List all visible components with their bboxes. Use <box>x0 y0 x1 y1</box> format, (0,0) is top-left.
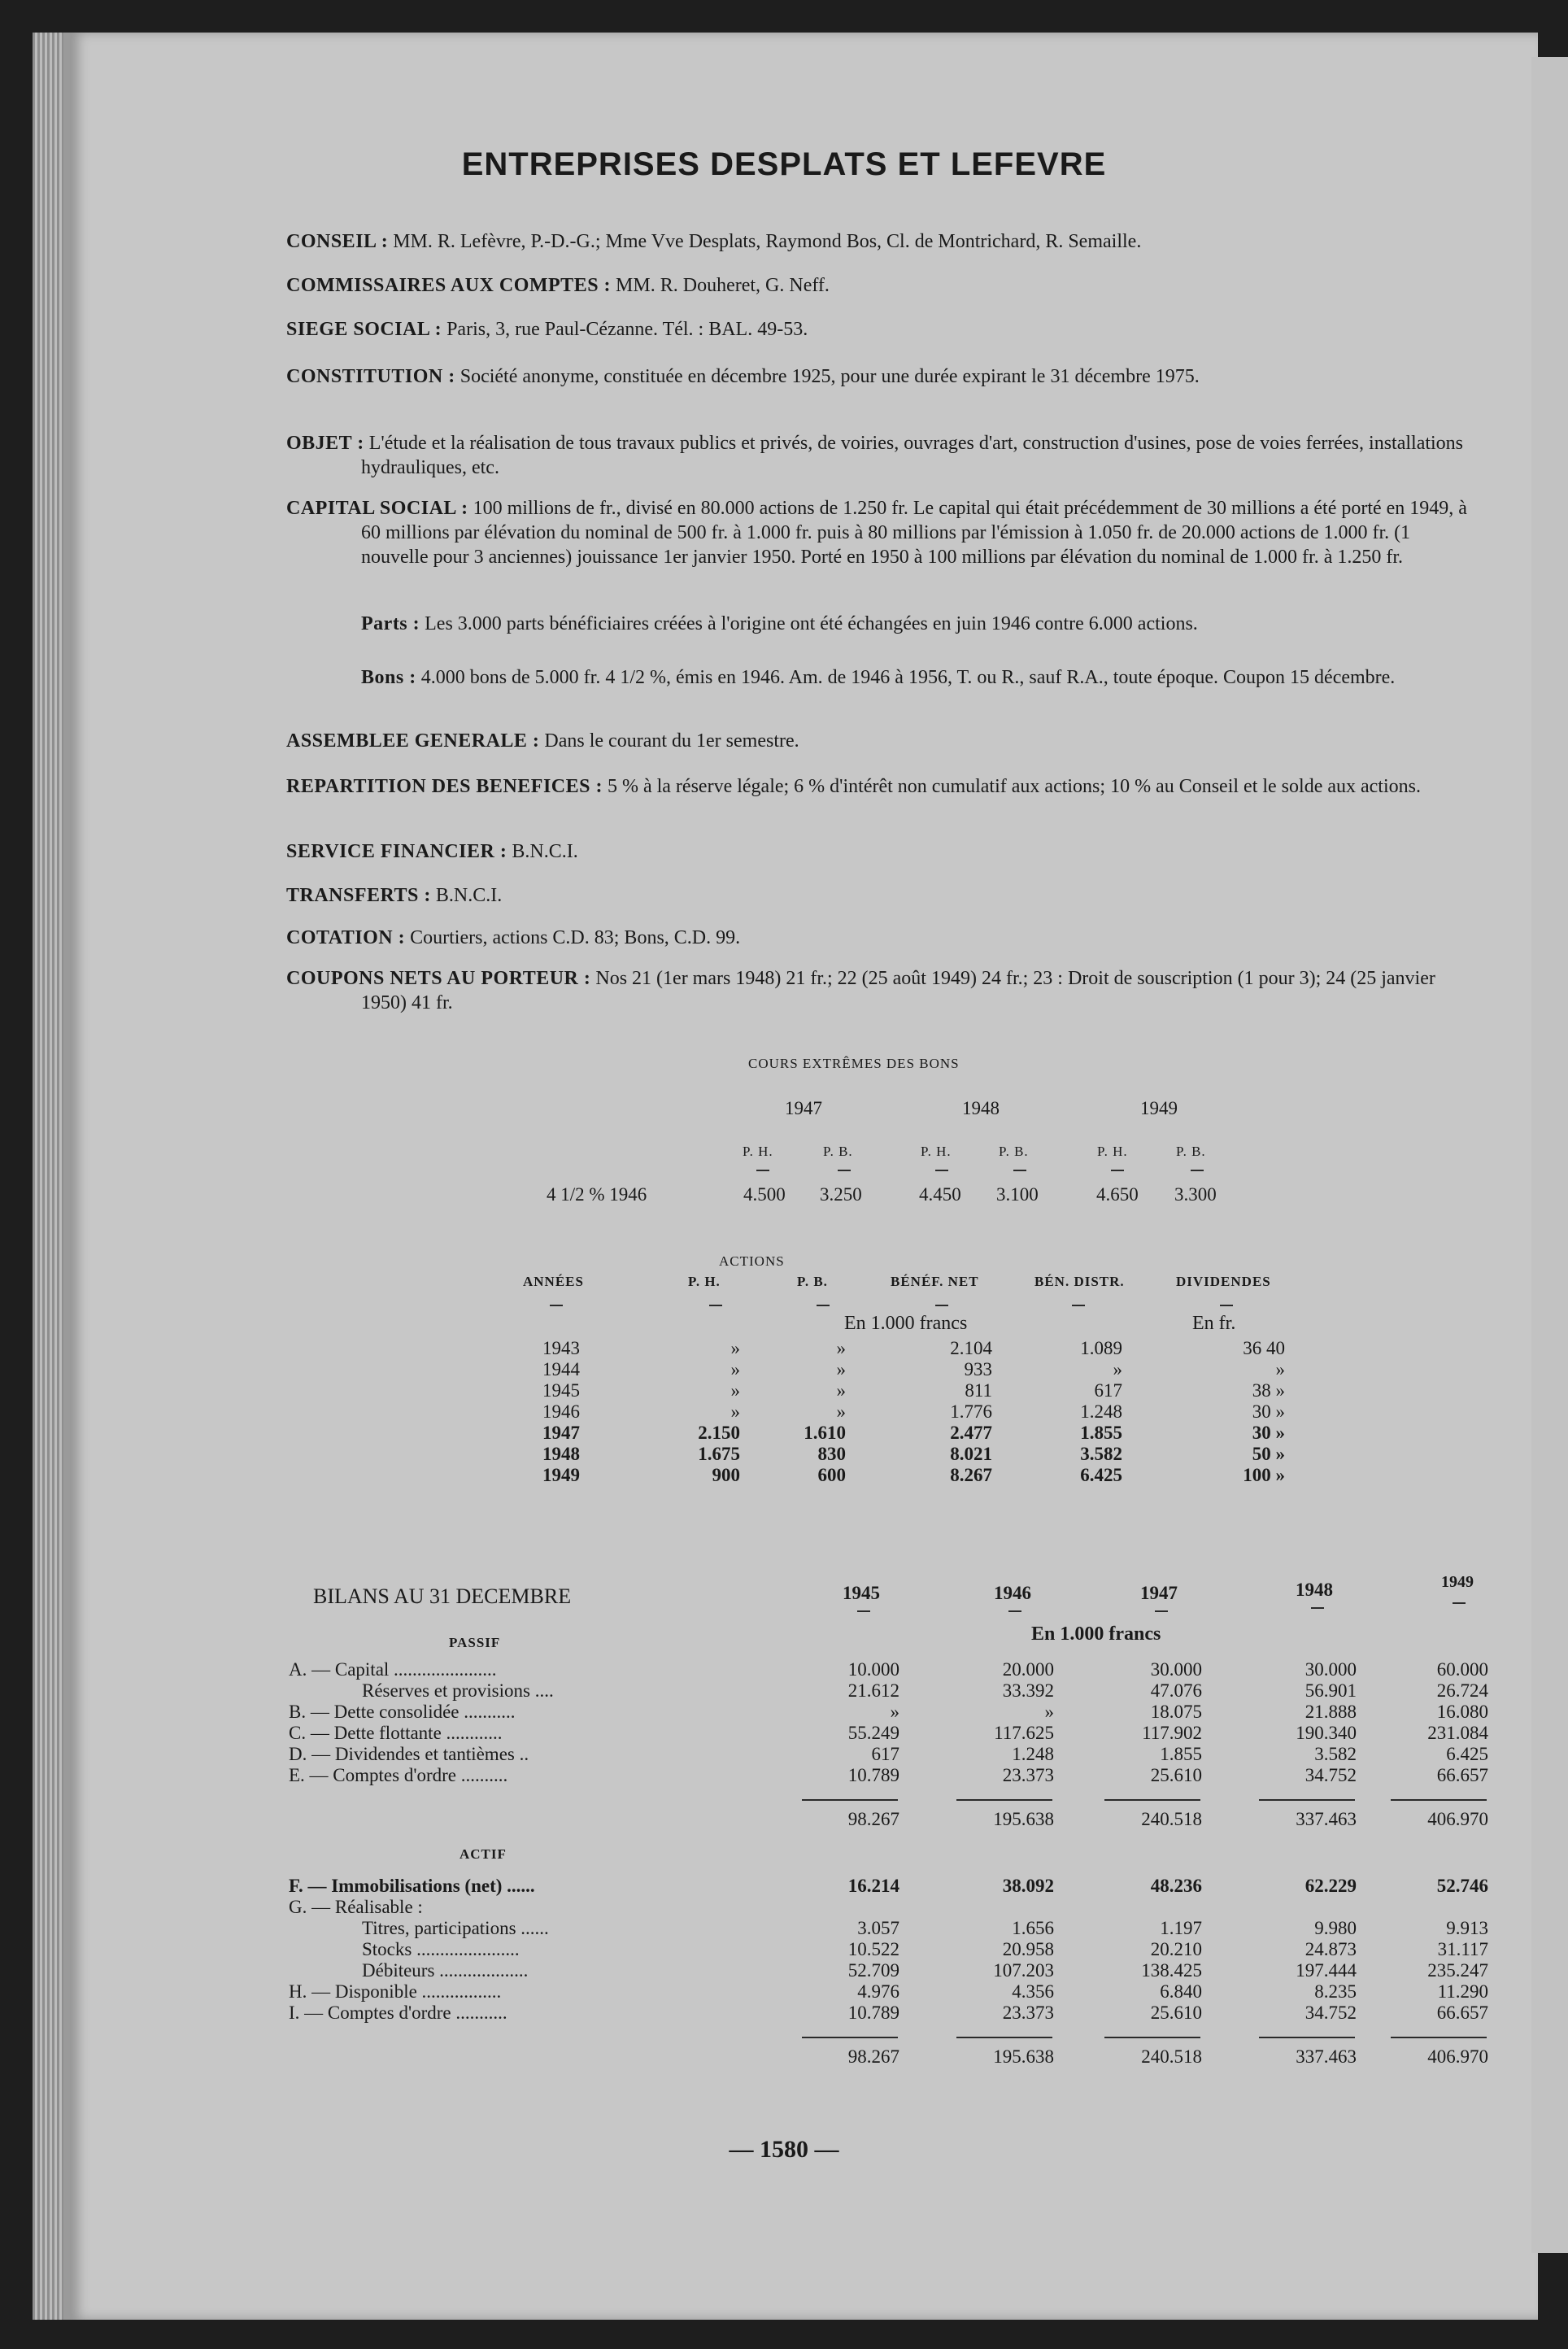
bilans-cell: 117.625 <box>994 1723 1054 1743</box>
bilans-cell: 24.873 <box>1304 1939 1357 1959</box>
bons-ph-1948: P. H. <box>921 1144 952 1159</box>
actions-cell: 1.675 <box>698 1444 740 1464</box>
book-spine-edges <box>33 33 63 2320</box>
bilans-total: 98.267 <box>847 1809 899 1829</box>
actions-cell: 600 <box>817 1465 846 1485</box>
actions-cell: 1.610 <box>804 1423 846 1443</box>
bilans-cell: 31.117 <box>1437 1939 1488 1959</box>
bilans-cell: 138.425 <box>1141 1960 1202 1981</box>
actions-row-year: 1947 <box>542 1423 580 1443</box>
bons-value: 3.100 <box>996 1184 1039 1205</box>
bilans-cell: 3.582 <box>1314 1744 1357 1764</box>
para-commissaires: COMMISSAIRES AUX COMPTES : MM. R. Douheret, G. Neff. <box>286 275 830 296</box>
para-transferts: TRANSFERTS : B.N.C.I. <box>286 885 503 906</box>
bilans-cell: 231.084 <box>1427 1723 1488 1743</box>
bilans-total: 240.518 <box>1141 2046 1202 2067</box>
bilans-total: 337.463 <box>1296 2046 1357 2067</box>
bilans-cell: 1.197 <box>1160 1918 1202 1938</box>
bilans-cell: 3.057 <box>857 1918 899 1938</box>
actions-header-pb: P. B. <box>797 1274 828 1289</box>
actions-table-title: ACTIONS <box>719 1253 785 1269</box>
actions-cell: 1.248 <box>1080 1401 1122 1422</box>
total-rule <box>1104 2037 1200 2038</box>
bons-year-1949: 1949 <box>1140 1098 1178 1118</box>
actions-cell: 811 <box>965 1380 992 1401</box>
bilans-year: 1945 <box>843 1583 880 1603</box>
para-cotation: COTATION : Courtiers, actions C.D. 83; Bons, C.D. 99. <box>286 927 741 948</box>
bilans-cell: » <box>890 1702 899 1722</box>
bons-year-1948: 1948 <box>962 1098 1000 1118</box>
bilans-cell: 34.752 <box>1304 1765 1357 1785</box>
actions-cell: 1.776 <box>950 1401 992 1422</box>
bilans-row-label: G. — Réalisable : <box>289 1897 423 1917</box>
bilans-cell: 21.612 <box>847 1680 899 1701</box>
bilans-cell: 23.373 <box>1002 2003 1054 2023</box>
actions-cell: 100 » <box>1243 1465 1285 1485</box>
bilans-row-label: Titres, participations ...... <box>362 1918 549 1938</box>
bilans-cell: 33.392 <box>1002 1680 1054 1701</box>
bilans-cell: 23.373 <box>1002 1765 1054 1785</box>
bilans-row-label: F. — Immobilisations (net) ...... <box>289 1876 535 1896</box>
total-rule <box>802 1799 898 1801</box>
actions-cell: 8.021 <box>950 1444 992 1464</box>
bilans-total: 406.970 <box>1427 1809 1488 1829</box>
para-capital-social: CAPITAL SOCIAL : 100 millions de fr., divisé en 80.000 actions de 1.250 fr. Le capital qui était précédemment de 30 millions a été porté en 1949, à 60 millions par élévation du nominal de 500 fr. à 1.000 fr. puis à 80 millions par l'émission à 1.050 fr. de 20.000 actions de 1.000 fr. (1 nouvelle pour 3 anciennes) jouissance 1er janvier 1950. Porté en 1950 à 100 millions par élévation du nominal de 1.000 fr. à 1.250 fr. <box>286 498 1467 568</box>
page-number: — 1580 — <box>729 2136 839 2163</box>
total-rule <box>1391 1799 1487 1801</box>
bilans-unit: En 1.000 francs <box>1031 1623 1161 1645</box>
bons-pb-1947: P. B. <box>823 1144 853 1159</box>
para-objet: OBJET : L'étude et la réalisation de tous travaux publics et privés, de voiries, ouvrages d'art, construction d'usines, pose de voies ferrées, installations hydrauliques, etc. <box>286 433 1464 478</box>
bilans-cell: 10.789 <box>847 2003 899 2023</box>
bilans-cell: 47.076 <box>1150 1680 1202 1701</box>
bons-value: 3.300 <box>1174 1184 1217 1205</box>
bilans-cell: 52.709 <box>847 1960 899 1981</box>
total-rule <box>1259 1799 1355 1801</box>
actions-cell: 36 40 <box>1243 1338 1285 1358</box>
actions-cell: 30 » <box>1252 1401 1285 1422</box>
bilans-total: 337.463 <box>1296 1809 1357 1829</box>
bilans-cell: 197.444 <box>1296 1960 1357 1981</box>
para-parts: Parts : Les 3.000 parts bénéficiaires créées à l'origine ont été échangées en juin 1946 contre 6.000 actions. <box>361 613 1198 634</box>
actions-cell: 933 <box>964 1359 992 1379</box>
bilans-row-label: C. — Dette flottante ............ <box>289 1723 503 1743</box>
bilans-cell: 26.724 <box>1436 1680 1488 1701</box>
bilans-row-label: I. — Comptes d'ordre ........... <box>289 2003 507 2023</box>
actions-cell: » <box>730 1380 740 1401</box>
bilans-year: 1949 <box>1441 1573 1474 1591</box>
bilans-cell: 48.236 <box>1150 1876 1202 1896</box>
actions-header-ph: P. H. <box>688 1274 721 1289</box>
bilans-row-label: Réserves et provisions .... <box>362 1680 554 1701</box>
actions-row-year: 1946 <box>542 1401 580 1422</box>
bilans-cell: 6.425 <box>1446 1744 1488 1764</box>
actions-cell: » <box>836 1401 846 1422</box>
actions-cell: 830 <box>817 1444 846 1464</box>
bilans-cell: 62.229 <box>1304 1876 1357 1896</box>
bilans-cell: 1.855 <box>1160 1744 1202 1764</box>
para-repartition: REPARTITION DES BENEFICES : 5 % à la réserve légale; 6 % d'intérêt non cumulatif aux actions; 10 % au Conseil et le solde aux actions. <box>286 776 1421 797</box>
bilans-year: 1948 <box>1296 1580 1333 1600</box>
actions-cell: 38 » <box>1252 1380 1285 1401</box>
bilans-cell: 11.290 <box>1437 1981 1488 2002</box>
bilans-cell: 9.913 <box>1446 1918 1488 1938</box>
actions-cell: 1.855 <box>1080 1423 1122 1443</box>
actions-header-ben-distr: BÉN. DISTR. <box>1034 1274 1125 1289</box>
actions-cell: 50 » <box>1252 1444 1285 1464</box>
bilans-cell: » <box>1044 1702 1054 1722</box>
bilans-cell: 20.210 <box>1150 1939 1202 1959</box>
bons-ph-1949: P. H. <box>1097 1144 1128 1159</box>
bilans-cell: 10.789 <box>847 1765 899 1785</box>
bilans-cell: 66.657 <box>1436 2003 1488 2023</box>
bilans-cell: 9.980 <box>1314 1918 1357 1938</box>
bilans-cell: 190.340 <box>1296 1723 1357 1743</box>
bilans-cell: 55.249 <box>847 1723 899 1743</box>
actions-row-year: 1949 <box>542 1465 580 1485</box>
bilans-cell: 20.958 <box>1002 1939 1054 1959</box>
para-coupons-nets: COUPONS NETS AU PORTEUR : Nos 21 (1er mars 1948) 21 fr.; 22 (25 août 1949) 24 fr.; 23 : Droit de souscription (1 pour 3); 24 (25 janvier 1950) 41 fr. <box>286 968 1435 1013</box>
actions-cell: 617 <box>1094 1380 1122 1401</box>
actions-header-benef-net: BÉNÉF. NET <box>891 1274 979 1289</box>
bilans-cell: 10.522 <box>847 1939 899 1959</box>
bilans-cell: 25.610 <box>1150 1765 1202 1785</box>
actions-header-dividendes: DIVIDENDES <box>1176 1274 1271 1289</box>
actions-cell: 8.267 <box>950 1465 992 1485</box>
bilans-row-label: Stocks ...................... <box>362 1939 520 1959</box>
actions-header-annees: ANNÉES <box>523 1274 584 1289</box>
bons-value: 4.450 <box>919 1184 961 1205</box>
bilans-cell: 10.000 <box>847 1659 899 1680</box>
bons-pb-1949: P. B. <box>1176 1144 1206 1159</box>
bilans-cell: 56.901 <box>1304 1680 1357 1701</box>
para-siege-social: SIEGE SOCIAL : Paris, 3, rue Paul-Cézanne. Tél. : BAL. 49-53. <box>286 319 808 340</box>
bons-value: 3.250 <box>820 1184 862 1205</box>
actions-cell: 1.089 <box>1080 1338 1122 1358</box>
bilans-cell: 20.000 <box>1002 1659 1054 1680</box>
total-rule <box>1104 1799 1200 1801</box>
bilans-passif-label: PASSIF <box>449 1635 501 1650</box>
bilans-total: 195.638 <box>993 2046 1054 2067</box>
bilans-cell: 60.000 <box>1436 1659 1488 1680</box>
bilans-cell: 21.888 <box>1304 1702 1357 1722</box>
bilans-row-label: D. — Dividendes et tantièmes .. <box>289 1744 529 1764</box>
actions-cell: 6.425 <box>1080 1465 1122 1485</box>
bilans-cell: 66.657 <box>1436 1765 1488 1785</box>
actions-unit-right: En fr. <box>1192 1313 1236 1334</box>
bilans-cell: 4.356 <box>1012 1981 1054 2002</box>
bilans-total: 98.267 <box>847 2046 899 2067</box>
para-conseil: CONSEIL : MM. R. Lefèvre, P.-D.-G.; Mme Vve Desplats, Raymond Bos, Cl. de Montrichard, R. Semaille. <box>286 231 1142 252</box>
total-rule <box>956 2037 1052 2038</box>
bilans-cell: 8.235 <box>1314 1981 1357 2002</box>
bons-value: 4.500 <box>743 1184 786 1205</box>
bilans-cell: 4.976 <box>857 1981 899 2002</box>
bilans-cell: 38.092 <box>1002 1876 1054 1896</box>
bilans-cell: 6.840 <box>1160 1981 1202 2002</box>
bilans-row-label: E. — Comptes d'ordre .......... <box>289 1765 508 1785</box>
bilans-cell: 52.746 <box>1436 1876 1488 1896</box>
total-rule <box>802 2037 898 2038</box>
actions-cell: 2.477 <box>950 1423 992 1443</box>
para-bons: Bons : 4.000 bons de 5.000 fr. 4 1/2 %, émis en 1946. Am. de 1946 à 1956, T. ou R., sauf R.A., toute époque. Coupon 15 décembre. <box>361 667 1396 688</box>
actions-row-year: 1944 <box>542 1359 580 1379</box>
actions-cell: 3.582 <box>1080 1444 1122 1464</box>
actions-unit-left: En 1.000 francs <box>844 1313 968 1334</box>
actions-cell: » <box>730 1401 740 1422</box>
para-service-financier: SERVICE FINANCIER : B.N.C.I. <box>286 841 578 862</box>
bilans-cell: 16.080 <box>1436 1702 1488 1722</box>
actions-row-year: 1948 <box>542 1444 580 1464</box>
bons-ph-1947: P. H. <box>743 1144 773 1159</box>
bilans-cell: 1.656 <box>1012 1918 1054 1938</box>
bons-pb-1948: P. B. <box>999 1144 1029 1159</box>
bons-value: 4.650 <box>1096 1184 1139 1205</box>
total-rule <box>1391 2037 1487 2038</box>
page-title: ENTREPRISES DESPLATS ET LEFEVRE <box>461 146 1107 182</box>
total-rule <box>1259 2037 1355 2038</box>
bilans-cell: 107.203 <box>993 1960 1054 1981</box>
bilans-cell: 16.214 <box>847 1876 899 1896</box>
actions-cell: 2.150 <box>698 1423 740 1443</box>
bilans-cell: 235.247 <box>1427 1960 1488 1981</box>
bilans-year: 1947 <box>1140 1583 1178 1603</box>
actions-row-year: 1943 <box>542 1338 580 1358</box>
actions-cell: » <box>836 1338 846 1358</box>
bons-table-title: COURS EXTRÊMES DES BONS <box>748 1056 960 1071</box>
bons-year-1947: 1947 <box>785 1098 822 1118</box>
actions-cell: » <box>836 1380 846 1401</box>
actions-cell: 2.104 <box>950 1338 992 1358</box>
bilans-cell: 1.248 <box>1012 1744 1054 1764</box>
bilans-year: 1946 <box>994 1583 1031 1603</box>
actions-cell: » <box>730 1338 740 1358</box>
total-rule <box>956 1799 1052 1801</box>
actions-cell: » <box>730 1359 740 1379</box>
bilans-cell: 18.075 <box>1150 1702 1202 1722</box>
bilans-cell: 34.752 <box>1304 2003 1357 2023</box>
actions-cell: 900 <box>712 1465 740 1485</box>
bilans-row-label: H. — Disponible ................. <box>289 1981 502 2002</box>
bilans-row-label: Débiteurs ................... <box>362 1960 529 1981</box>
para-assemblee-generale: ASSEMBLEE GENERALE : Dans le courant du 1er semestre. <box>286 730 799 752</box>
bilans-cell: 617 <box>871 1744 899 1764</box>
actions-cell: » <box>836 1359 846 1379</box>
bilans-total: 406.970 <box>1427 2046 1488 2067</box>
bons-row-label: 4 1/2 % 1946 <box>547 1184 647 1205</box>
bilans-cell: 30.000 <box>1304 1659 1357 1680</box>
bilans-cell: 117.902 <box>1142 1723 1202 1743</box>
bilans-cell: 25.610 <box>1150 2003 1202 2023</box>
bilans-total: 240.518 <box>1141 1809 1202 1829</box>
actions-row-year: 1945 <box>542 1380 580 1401</box>
bilans-row-label: A. — Capital ...................... <box>289 1659 497 1680</box>
actions-cell: 30 » <box>1252 1423 1285 1443</box>
bilans-title: BILANS AU 31 DECEMBRE <box>313 1584 572 1608</box>
bilans-row-label: B. — Dette consolidée ........... <box>289 1702 516 1722</box>
bilans-actif-label: ACTIF <box>460 1846 507 1862</box>
actions-cell: » <box>1113 1359 1122 1379</box>
bilans-total: 195.638 <box>993 1809 1054 1829</box>
para-constitution: CONSTITUTION : Société anonyme, constituée en décembre 1925, pour une durée expirant le 31 décembre 1975. <box>286 366 1200 387</box>
actions-cell: » <box>1275 1359 1285 1379</box>
bilans-cell: 30.000 <box>1150 1659 1202 1680</box>
